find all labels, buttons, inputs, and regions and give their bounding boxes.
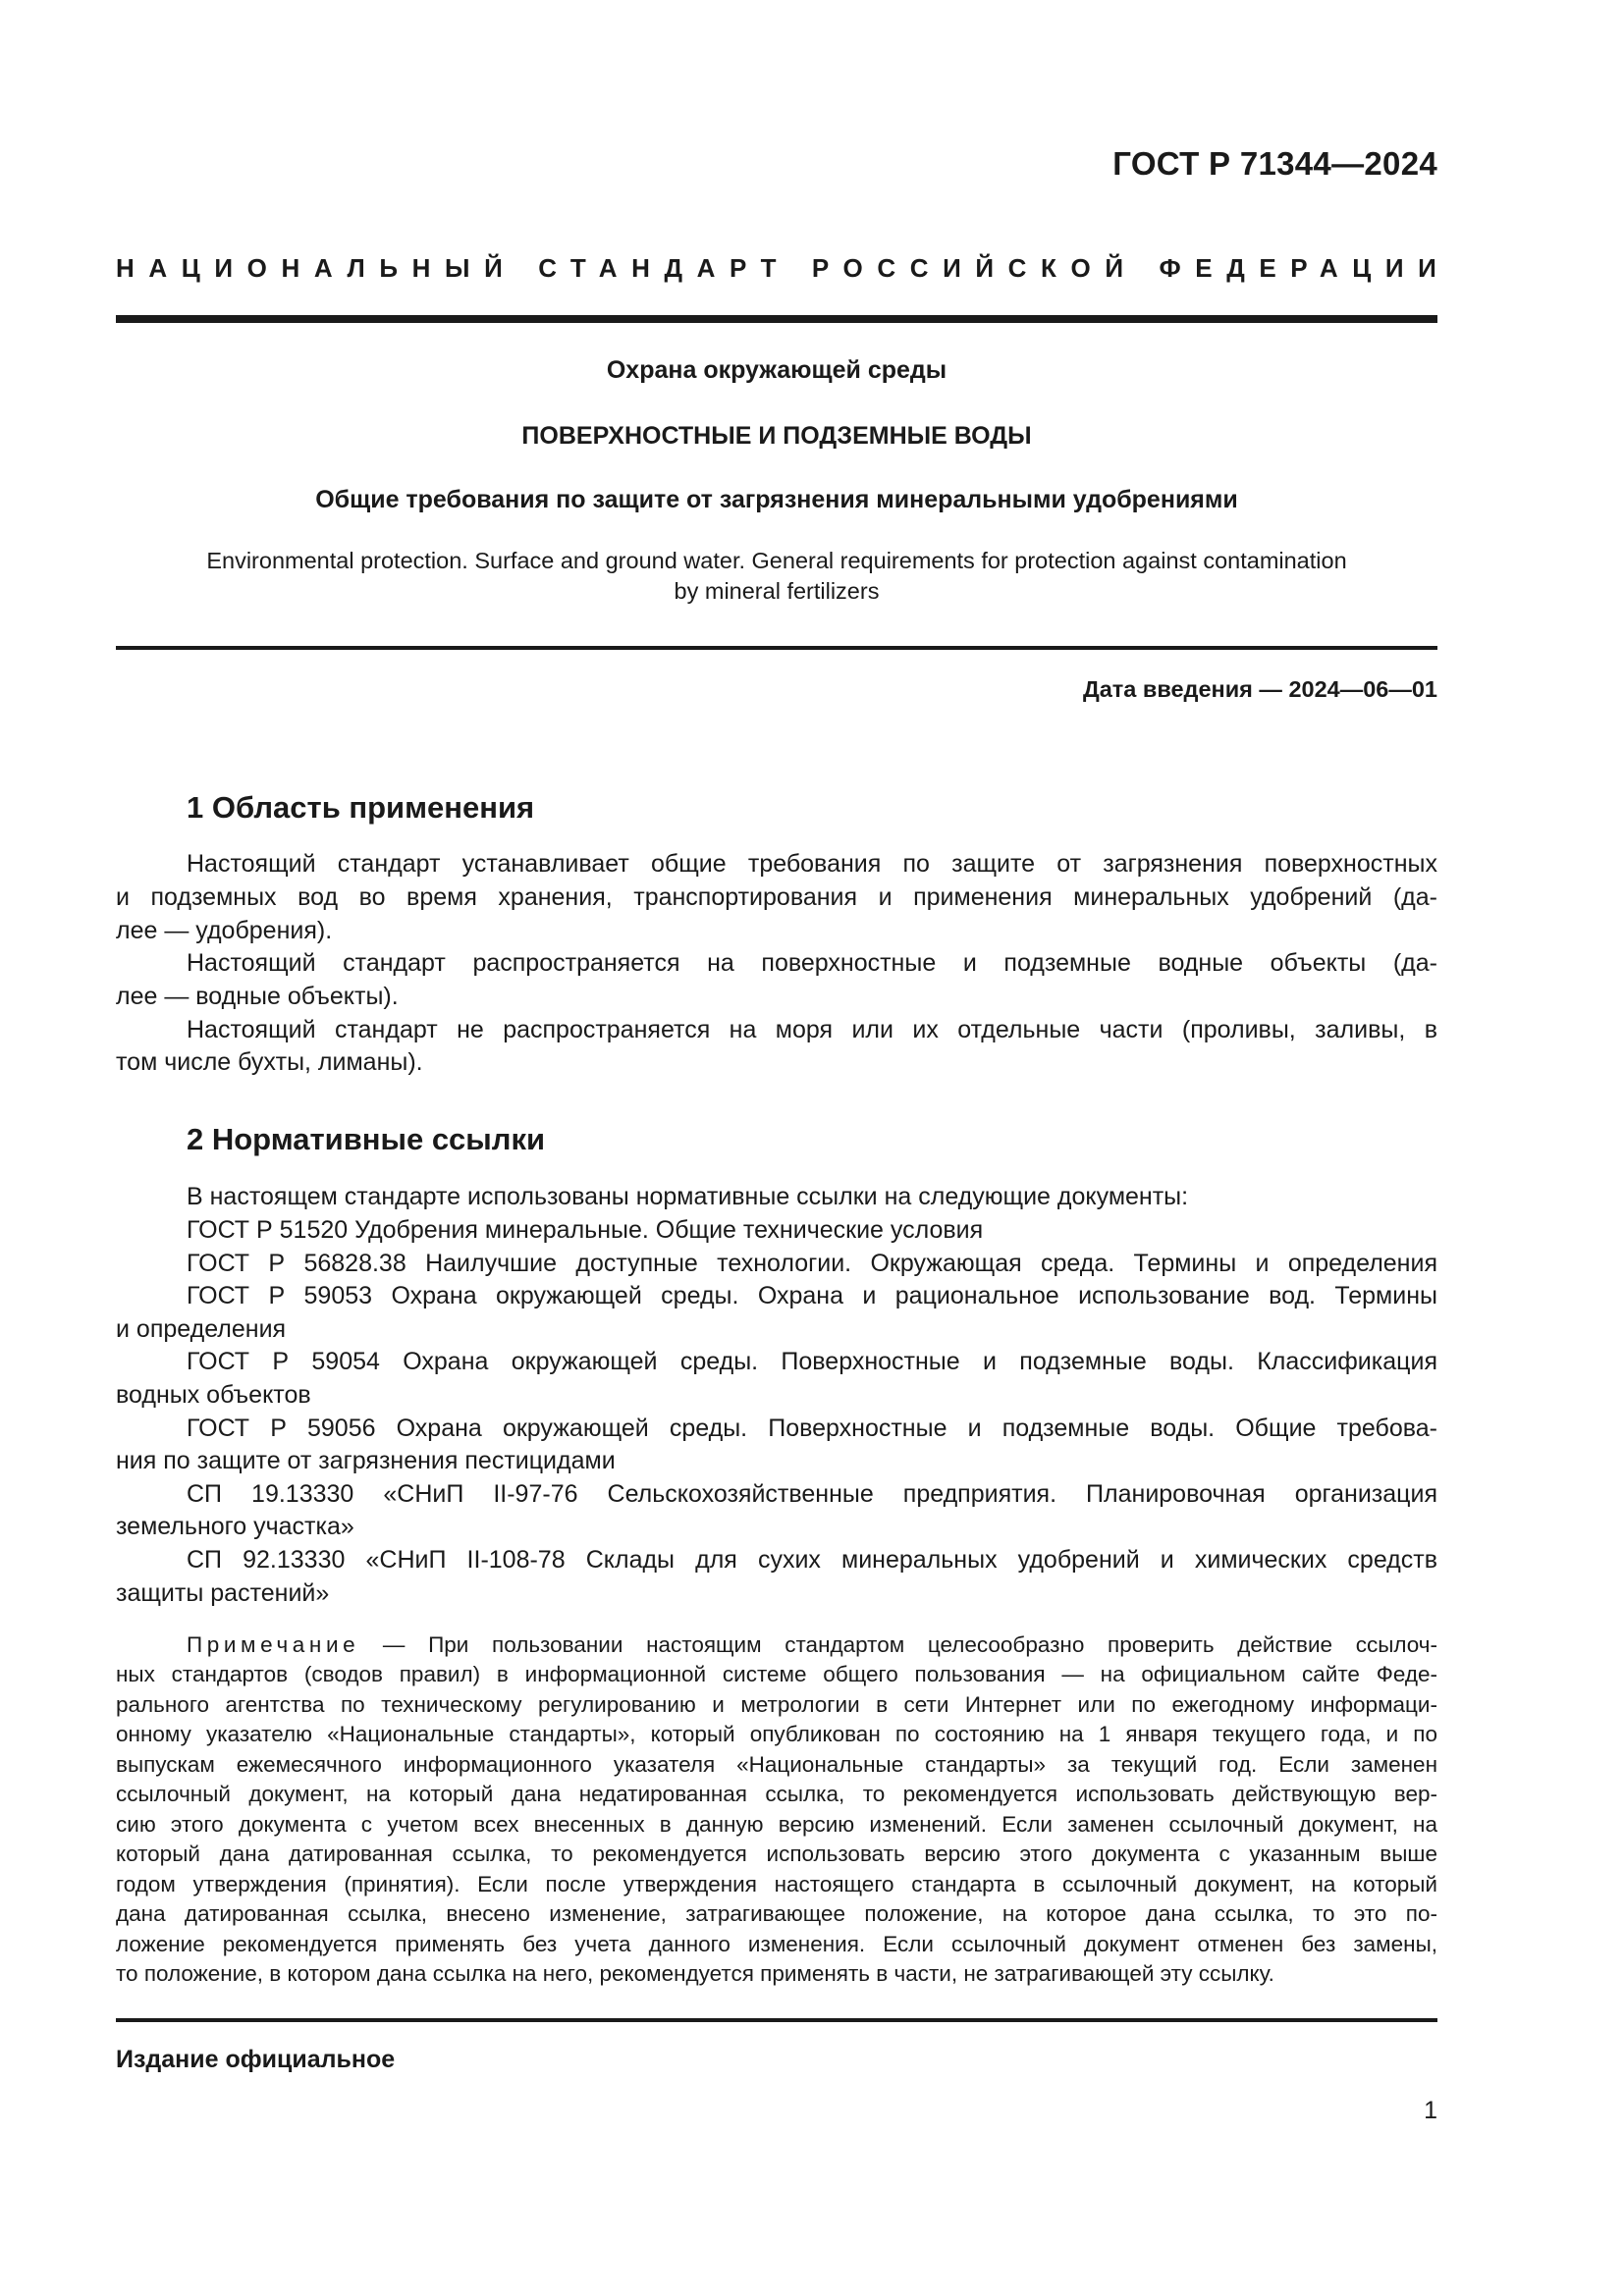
title-main: ПОВЕРХНОСТНЫЕ И ПОДЗЕМНЫЕ ВОДЫ [521, 422, 1032, 450]
reference-line: СП 92.13330 «СНиП II-108-78 Склады для сухих минеральных удобрений и химических средств [187, 1546, 1437, 1574]
header-rule [116, 315, 1437, 323]
title-domain: Охрана окружающей среды [606, 356, 947, 384]
note-first-line [187, 1634, 1437, 1657]
note-line: ложение рекомендуется применять без учета данного изменения. Если ссылочный документ отменен без замены, [116, 1932, 1437, 1956]
note-line: онному указателю «Национальные стандарты», который опубликован по состоянию на 1 января текущего года, и по [116, 1722, 1437, 1746]
title-english-line-2: by mineral fertilizers [674, 578, 880, 604]
reference-line: защиты растений» [116, 1579, 330, 1607]
note-line: то положение, в котором дана ссылка на него, рекомендуется применять в части, не затрагивающей эту ссылку. [116, 1961, 1274, 1986]
introduction-date: Дата введения — 2024—06—01 [1082, 676, 1437, 702]
note-line: выпускам ежемесячного информационного указателя «Национальные стандарты» за текущий год. Если заменен [116, 1752, 1437, 1777]
note-line: дана датированная ссылка, внесено изменение, затрагивающее положение, на которое дана ссылка, то это по- [116, 1901, 1437, 1926]
section-1-line: Настоящий стандарт устанавливает общие требования по защите от загрязнения поверхностных [187, 850, 1437, 878]
title-subtitle: Общие требования по защите от загрязнения минеральными удобрениями [315, 486, 1238, 513]
section-1-line: том числе бухты, лиманы). [116, 1048, 423, 1076]
national-standard-title: НАЦИОНАЛЬНЫЙ СТАНДАРТ РОССИЙСКОЙ ФЕДЕРАЦИИ [116, 253, 1451, 283]
document-page [116, 0, 1451, 2296]
note-line: ссылочный документ, на который дана недатированная ссылка, то рекомендуется использовать действующую вер- [116, 1782, 1437, 1806]
section-1-line: Настоящий стандарт распространяется на поверхностные и подземные водные объекты (да- [187, 949, 1437, 977]
reference-line: и определения [116, 1315, 287, 1343]
footer-rule [116, 2018, 1437, 2022]
section-1-line: и подземных вод во время хранения, транспортирования и применения минеральных удобрений (да- [116, 883, 1437, 911]
title-english-line-1: Environmental protection. Surface and ground water. General requirements for protection against contamination [206, 548, 1347, 573]
reference-line: ГОСТ Р 59053 Охрана окружающей среды. Охрана и рациональное использование вод. Термины [187, 1282, 1437, 1309]
title-rule [116, 646, 1437, 650]
reference-line: В настоящем стандарте использованы нормативные ссылки на следующие документы: [187, 1183, 1189, 1210]
reference-line: земельного участка» [116, 1513, 354, 1540]
edition-label: Издание официальное [116, 2046, 396, 2073]
reference-line: ГОСТ Р 59054 Охрана окружающей среды. Поверхностные и подземные воды. Классификация [187, 1348, 1437, 1375]
reference-line: ГОСТ Р 51520 Удобрения минеральные. Общие технические условия [187, 1216, 984, 1244]
note-line: годом утверждения (принятия). Если после утверждения настоящего стандарта в ссылочный документ, на который [116, 1872, 1437, 1896]
document-code: ГОСТ Р 71344—2024 [1112, 145, 1437, 182]
note-label: Примечание [187, 1632, 360, 1657]
page-number: 1 [1424, 2097, 1437, 2124]
section-1-line: Настоящий стандарт не распространяется на моря или их отдельные части (проливы, заливы, в [187, 1016, 1437, 1043]
section-2-heading: 2 Нормативные ссылки [187, 1122, 546, 1156]
reference-line: водных объектов [116, 1381, 311, 1409]
reference-line: ния по защите от загрязнения пестицидами [116, 1447, 616, 1474]
reference-line: ГОСТ Р 59056 Охрана окружающей среды. Поверхностные и подземные воды. Общие требова- [187, 1415, 1437, 1442]
section-1-line: лее — водные объекты). [116, 983, 399, 1010]
section-1-heading: 1 Область применения [187, 790, 535, 825]
reference-line: СП 19.13330 «СНиП II-97-76 Сельскохозяйственные предприятия. Планировочная организация [187, 1480, 1437, 1508]
note-line: ных стандартов (сводов правил) в информационной системе общего пользования — на официальном сайте Феде- [116, 1662, 1437, 1686]
note-line: рального агентства по техническому регулированию и метрологии в сети Интернет или по ежегодному информаци- [116, 1692, 1437, 1717]
note-line: сию этого документа с учетом всех внесенных в данную версию изменений. Если заменен ссылочный документ, на [116, 1812, 1437, 1837]
section-1-line: лее — удобрения). [116, 917, 333, 944]
reference-line: ГОСТ Р 56828.38 Наилучшие доступные технологии. Окружающая среда. Термины и определения [187, 1250, 1437, 1277]
note-line: который дана датированная ссылка, то рекомендуется использовать версию этого документа с указанным выше [116, 1842, 1437, 1866]
note-text: — При пользовании настоящим стандартом целесообразно проверить действие ссылоч- [359, 1632, 1437, 1657]
